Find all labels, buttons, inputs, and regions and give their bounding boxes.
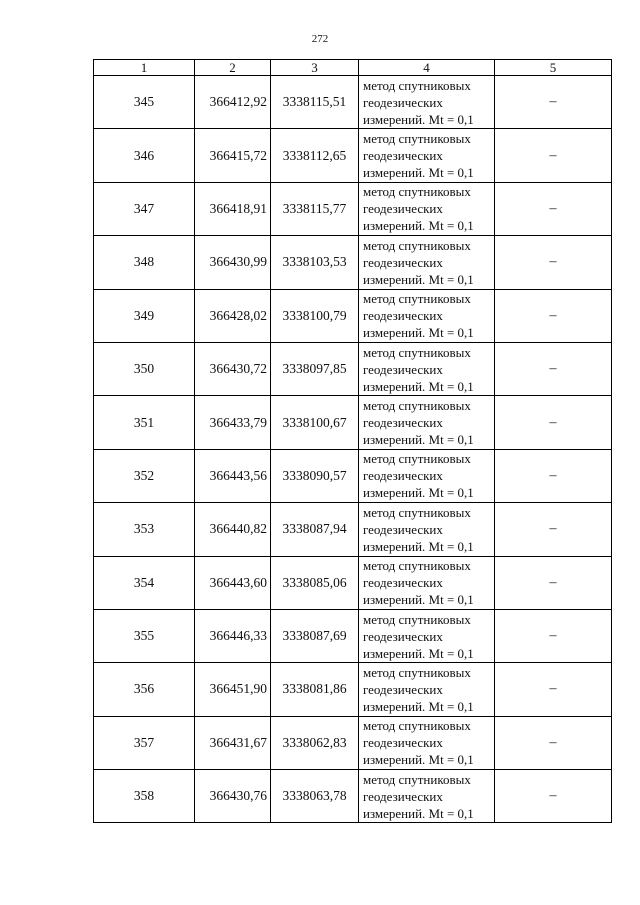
table-row	[94, 449, 612, 502]
note-cell: –	[495, 556, 612, 609]
note-cell: –	[495, 129, 612, 182]
y-coordinate-cell: 3338100,79	[271, 289, 359, 342]
x-coordinate-cell: 366451,90	[195, 663, 271, 716]
note-cell: –	[495, 182, 612, 235]
method-line: метод спутниковых	[363, 664, 471, 680]
method-line: геодезических	[363, 361, 443, 377]
x-coordinate-cell: 366430,72	[195, 342, 271, 395]
point-number-cell: 348	[94, 236, 195, 289]
method-line: метод спутниковых	[363, 451, 471, 467]
y-coordinate-cell: 3338063,78	[271, 770, 359, 823]
y-coordinate-cell: 3338103,53	[271, 236, 359, 289]
method-cell	[359, 770, 495, 823]
note-cell: –	[495, 342, 612, 395]
method-line: метод спутниковых	[363, 184, 471, 200]
method-cell	[359, 129, 495, 182]
table-row	[94, 609, 612, 662]
header-col-5: 5	[495, 60, 612, 76]
page-number: 272	[311, 33, 329, 45]
method-cell	[359, 76, 495, 129]
method-line: метод спутниковых	[363, 718, 471, 734]
x-coordinate-cell: 366415,72	[195, 129, 271, 182]
method-line: геодезических	[363, 575, 443, 591]
table-row	[94, 556, 612, 609]
method-line: геодезических	[363, 94, 443, 110]
method-line: измерений. Mt = 0,1	[363, 698, 474, 714]
method-cell	[359, 342, 495, 395]
table-row	[94, 236, 612, 289]
x-coordinate-cell: 366418,91	[195, 182, 271, 235]
x-coordinate-cell: 366431,67	[195, 716, 271, 769]
y-coordinate-cell: 3338112,65	[271, 129, 359, 182]
coordinates-table	[93, 59, 612, 823]
point-number-cell: 352	[94, 449, 195, 502]
method-line: метод спутниковых	[363, 77, 471, 93]
method-line: метод спутниковых	[363, 237, 471, 253]
method-cell	[359, 556, 495, 609]
method-line: метод спутниковых	[363, 131, 471, 147]
method-line: геодезических	[363, 468, 443, 484]
method-cell	[359, 396, 495, 449]
method-line: измерений. Mt = 0,1	[363, 805, 474, 821]
method-line: метод спутниковых	[363, 398, 471, 414]
method-cell	[359, 449, 495, 502]
method-line: метод спутниковых	[363, 771, 471, 787]
note-cell: –	[495, 236, 612, 289]
x-coordinate-cell: 366440,82	[195, 503, 271, 556]
table-row	[94, 663, 612, 716]
method-line: геодезических	[363, 788, 443, 804]
point-number-cell: 358	[94, 770, 195, 823]
method-line: измерений. Mt = 0,1	[363, 165, 474, 181]
table-row	[94, 396, 612, 449]
note-cell: –	[495, 396, 612, 449]
method-line: геодезических	[363, 201, 443, 217]
method-line: геодезических	[363, 521, 443, 537]
point-number-cell: 346	[94, 129, 195, 182]
note-cell: –	[495, 449, 612, 502]
x-coordinate-cell: 366428,02	[195, 289, 271, 342]
method-line: геодезических	[363, 308, 443, 324]
method-line: измерений. Mt = 0,1	[363, 538, 474, 554]
method-line: измерений. Mt = 0,1	[363, 218, 474, 234]
x-coordinate-cell: 366430,76	[195, 770, 271, 823]
method-cell	[359, 289, 495, 342]
x-coordinate-cell: 366412,92	[195, 76, 271, 129]
method-line: измерений. Mt = 0,1	[363, 325, 474, 341]
x-coordinate-cell: 366430,99	[195, 236, 271, 289]
y-coordinate-cell: 3338097,85	[271, 342, 359, 395]
table-row	[94, 76, 612, 129]
y-coordinate-cell: 3338087,69	[271, 609, 359, 662]
method-line: метод спутниковых	[363, 344, 471, 360]
method-line: измерений. Mt = 0,1	[363, 592, 474, 608]
y-coordinate-cell: 3338081,86	[271, 663, 359, 716]
table-row	[94, 503, 612, 556]
point-number-cell: 350	[94, 342, 195, 395]
method-line: измерений. Mt = 0,1	[363, 378, 474, 394]
method-cell	[359, 182, 495, 235]
note-cell: –	[495, 770, 612, 823]
y-coordinate-cell: 3338090,57	[271, 449, 359, 502]
y-coordinate-cell: 3338115,51	[271, 76, 359, 129]
y-coordinate-cell: 3338100,67	[271, 396, 359, 449]
y-coordinate-cell: 3338062,83	[271, 716, 359, 769]
table-row	[94, 182, 612, 235]
header-col-3: 3	[271, 60, 359, 76]
note-cell: –	[495, 289, 612, 342]
method-line: измерений. Mt = 0,1	[363, 432, 474, 448]
point-number-cell: 354	[94, 556, 195, 609]
x-coordinate-cell: 366433,79	[195, 396, 271, 449]
point-number-cell: 345	[94, 76, 195, 129]
table-row	[94, 770, 612, 823]
method-cell	[359, 716, 495, 769]
note-cell: –	[495, 76, 612, 129]
method-cell	[359, 663, 495, 716]
method-line: геодезических	[363, 415, 443, 431]
method-cell	[359, 609, 495, 662]
y-coordinate-cell: 3338085,06	[271, 556, 359, 609]
point-number-cell: 351	[94, 396, 195, 449]
header-col-2: 2	[195, 60, 271, 76]
y-coordinate-cell: 3338115,77	[271, 182, 359, 235]
method-cell	[359, 236, 495, 289]
header-col-1: 1	[94, 60, 195, 76]
method-cell	[359, 503, 495, 556]
y-coordinate-cell: 3338087,94	[271, 503, 359, 556]
table-header	[94, 60, 612, 76]
point-number-cell: 347	[94, 182, 195, 235]
point-number-cell: 356	[94, 663, 195, 716]
table-row	[94, 716, 612, 769]
method-line: геодезических	[363, 254, 443, 270]
note-cell: –	[495, 716, 612, 769]
method-line: метод спутниковых	[363, 504, 471, 520]
method-line: метод спутниковых	[363, 611, 471, 627]
point-number-cell: 357	[94, 716, 195, 769]
table-row	[94, 342, 612, 395]
method-line: метод спутниковых	[363, 291, 471, 307]
method-line: измерений. Mt = 0,1	[363, 752, 474, 768]
method-line: геодезических	[363, 148, 443, 164]
note-cell: –	[495, 609, 612, 662]
point-number-cell: 349	[94, 289, 195, 342]
method-line: измерений. Mt = 0,1	[363, 271, 474, 287]
note-cell: –	[495, 503, 612, 556]
method-line: измерений. Mt = 0,1	[363, 645, 474, 661]
method-line: геодезических	[363, 628, 443, 644]
point-number-cell: 355	[94, 609, 195, 662]
x-coordinate-cell: 366443,56	[195, 449, 271, 502]
point-number-cell: 353	[94, 503, 195, 556]
header-row	[94, 60, 612, 76]
method-line: метод спутниковых	[363, 558, 471, 574]
method-line: измерений. Mt = 0,1	[363, 485, 474, 501]
note-cell: –	[495, 663, 612, 716]
x-coordinate-cell: 366446,33	[195, 609, 271, 662]
method-line: геодезических	[363, 735, 443, 751]
header-col-4: 4	[359, 60, 495, 76]
x-coordinate-cell: 366443,60	[195, 556, 271, 609]
table-row	[94, 289, 612, 342]
table-row	[94, 129, 612, 182]
method-line: измерений. Mt = 0,1	[363, 111, 474, 127]
table-body	[94, 76, 612, 823]
method-line: геодезических	[363, 681, 443, 697]
